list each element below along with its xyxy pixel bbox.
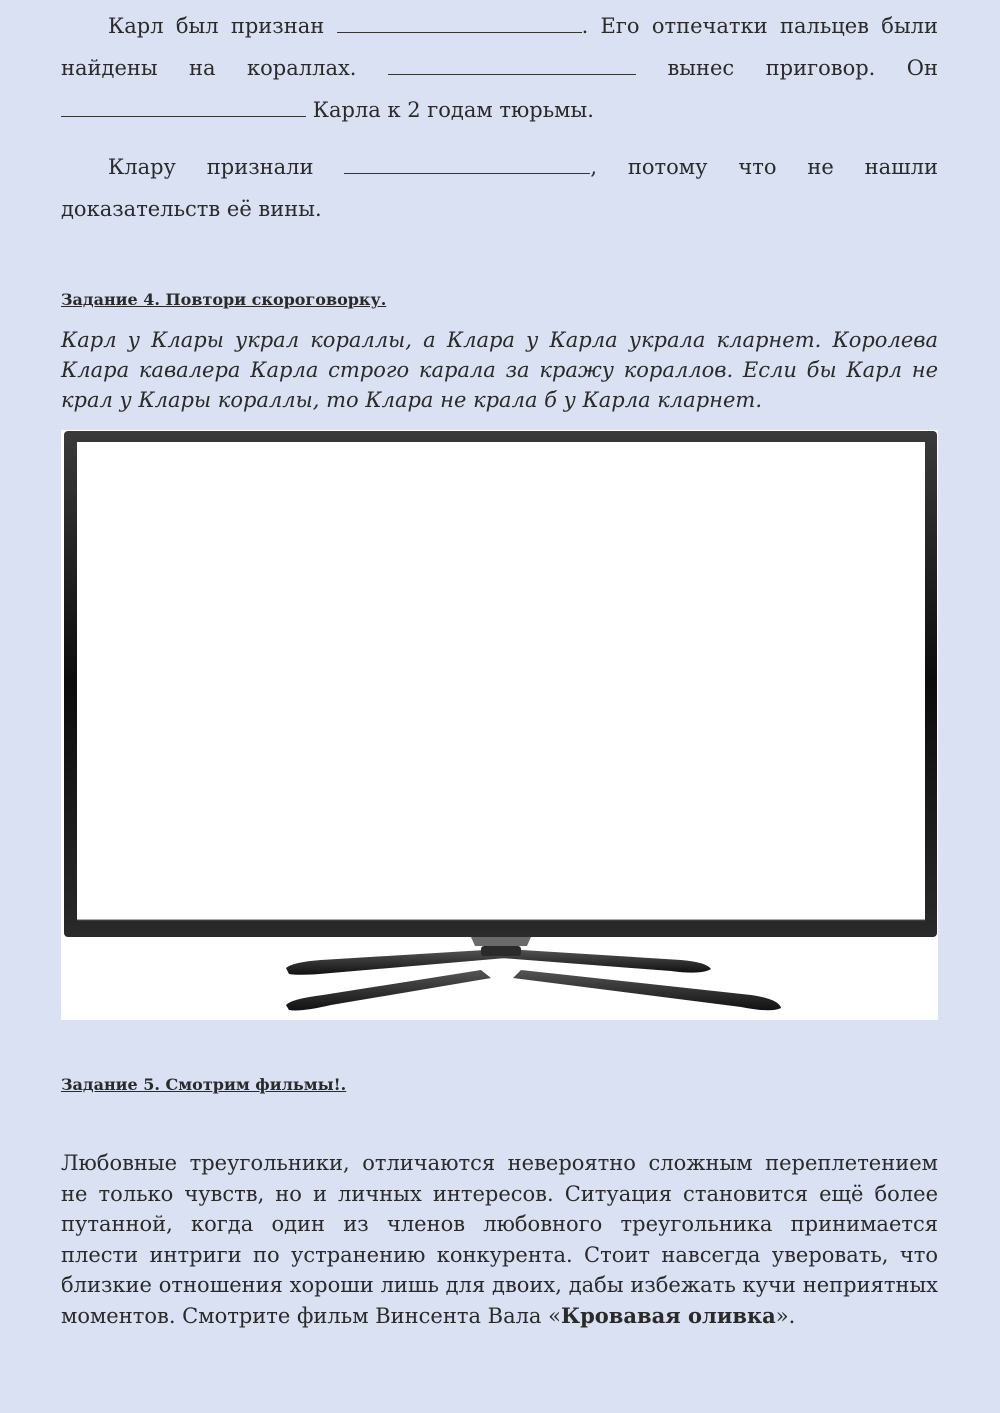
task5-text <box>61 1148 938 1331</box>
task4-heading: Задание 4. Повтори скороговорку. <box>61 290 387 309</box>
television-icon <box>61 430 938 1020</box>
text-klara-b: , потому что не нашли доказательств её вины. <box>61 155 938 221</box>
tongue-twister: Карл у Клары украл кораллы, а Клара у Карла украла кларнет. Королева Клара кавалера Карла строго карала за кражу кораллов. Если бы Карл не крал у Клары кораллы, то Клара не крала б у Карла кларнет. <box>61 328 938 412</box>
answer-blank-3[interactable] <box>61 115 306 117</box>
paragraph-karl-verdict <box>61 5 938 131</box>
paragraph-klara-verdict <box>61 146 938 230</box>
answer-blank-4[interactable] <box>344 172 590 174</box>
text-karl-c: вынес приговор. Он <box>667 56 939 80</box>
text-karl-b: . Его отпечатки пальцев были найдены на кораллах. <box>61 14 938 80</box>
text-karl-d: Карла к 2 годам тюрьмы. <box>312 98 594 122</box>
task5-heading: Задание 5. Смотрим фильмы!. <box>61 1075 347 1094</box>
text-karl-a: Карл был признан <box>108 14 325 38</box>
film-title: Кровавая оливка <box>560 1302 776 1328</box>
text-klara-a: Клару признали <box>108 155 314 179</box>
answer-blank-1[interactable] <box>337 31 582 33</box>
task5-body-end: ». <box>775 1303 796 1328</box>
task5-body: Любовные треугольники, отличаются невероятно сложным переплетением не только чувств, но и личных интересов. Ситуация становится ещё более путанной, когда один из членов любовного треугольника принимается плести интриги по устранению конкурента. Стоит навсегда уверовать, что близкие отношения хороши лишь для двоих, дабы избежать кучи неприятных моментов. Смотрите фильм Винсента Вала « <box>61 1151 938 1328</box>
answer-blank-2[interactable] <box>388 73 636 75</box>
tv-image <box>61 430 938 1020</box>
